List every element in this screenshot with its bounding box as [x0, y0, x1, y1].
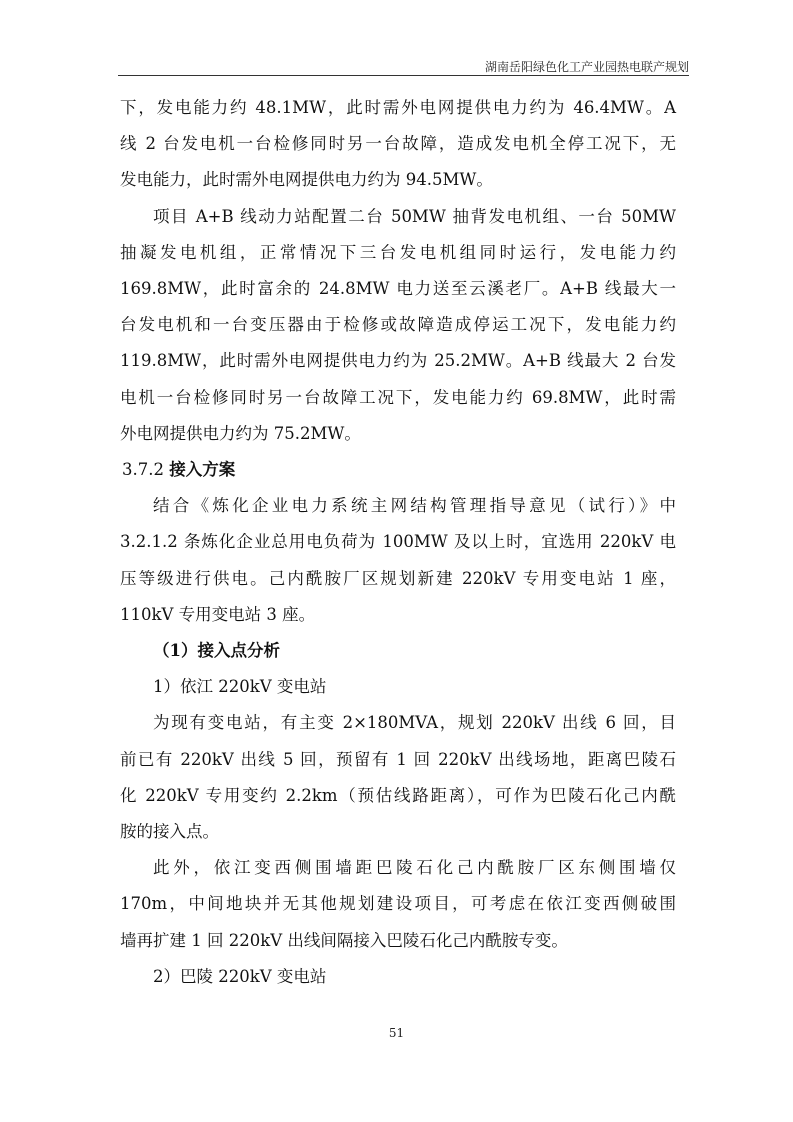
section-heading: [120, 452, 676, 488]
section-number: 3.7.2: [122, 460, 164, 480]
paragraph-line: 119.8MW，此时需外电网提供电力约为 25.2MW。A+B 线最大 2 台发: [120, 351, 676, 371]
paragraph-line: 110kV 专用变电站 3 座。: [120, 604, 316, 624]
paragraph-line: 化 220kV 专用变约 2.2km（预估线路距离），可作为巴陵石化己内酰: [120, 785, 676, 805]
paragraph-line: 线 2 台发电机一台检修同时另一台故障，造成发电机全停工况下，无: [120, 134, 676, 154]
page-number: 51: [388, 1026, 405, 1040]
list-item: 2）巴陵 220kV 变电站: [153, 966, 327, 986]
subheading: （1）接入点分析: [153, 641, 280, 661]
paragraph-line: 170m，中间地块并无其他规划建设项目，可考虑在依江变西侧破围: [120, 894, 676, 914]
paragraph-line: 3.2.1.2 条炼化企业总用电负荷为 100MW 及以上时，宜选用 220kV 电: [120, 532, 676, 552]
paragraph-line: 此外，依江变西侧围墙距巴陵石化己内酰胺厂区东侧围墙仅: [153, 858, 676, 878]
header-rule: [118, 75, 689, 76]
paragraph-line: 为现有变电站，有主变 2×180MVA，规划 220kV 出线 6 回，目: [153, 713, 676, 733]
paragraph-line: 胺的接入点。: [120, 822, 219, 842]
paragraph-line: 电机一台检修同时另一台故障工况下，发电能力约 69.8MW，此时需: [120, 387, 676, 407]
paragraph-line: 台发电机和一台变压器由于检修或故障造成停运工况下，发电能力约: [120, 315, 676, 335]
header-title: 湖南岳阳绿色化工产业园热电联产规划: [484, 60, 689, 74]
paragraph-line: 压等级进行供电。己内酰胺厂区规划新建 220kV 专用变电站 1 座，: [120, 568, 676, 588]
paragraph-line: 下，发电能力约 48.1MW，此时需外电网提供电力约为 46.4MW。A: [120, 98, 676, 117]
paragraph-line: 前已有 220kV 出线 5 回，预留有 1 回 220kV 出线场地，距离巴陵石: [120, 749, 676, 769]
paragraph-line: 墙再扩建 1 回 220kV 出线间隔接入巴陵石化己内酰胺专变。: [120, 930, 568, 950]
paragraph-line: 抽凝发电机组，正常情况下三台发电机组同时运行，发电能力约: [120, 242, 676, 262]
paragraph-line: 169.8MW，此时富余的 24.8MW 电力送至云溪老厂。A+B 线最大一: [120, 279, 676, 299]
paragraph-line: 外电网提供电力约为 75.2MW。: [120, 423, 361, 443]
paragraph-line: 发电能力，此时需外电网提供电力约为 94.5MW。: [120, 170, 493, 190]
document-body: [120, 90, 676, 995]
section-title: 接入方案: [169, 460, 236, 480]
paragraph-line: 项目 A+B 线动力站配置二台 50MW 抽背发电机组、一台 50MW: [153, 206, 676, 226]
paragraph-line: 结合《炼化企业电力系统主网结构管理指导意见（试行）》中: [153, 496, 676, 516]
list-item: 1）依江 220kV 变电站: [153, 677, 327, 697]
